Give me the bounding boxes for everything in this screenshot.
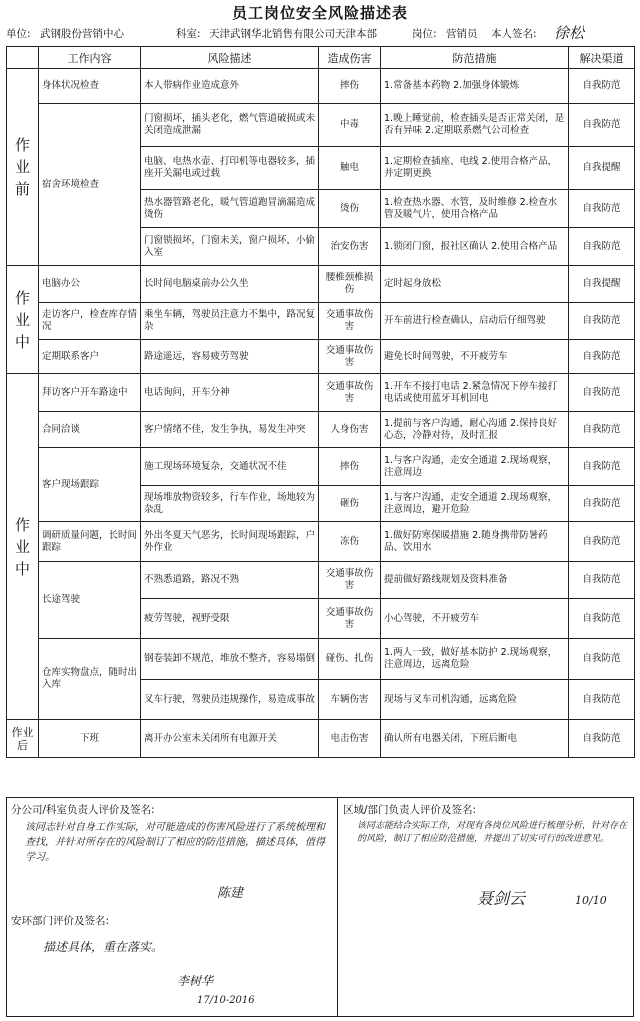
employee-signature: 徐松 [554, 24, 585, 42]
task-cell: 调研质量问题，长时间跟踪 [39, 522, 141, 562]
table-row [7, 639, 635, 680]
task-cell: 走访客户，检查库存情况 [39, 303, 141, 340]
stage-cell: 作业中 [7, 374, 39, 720]
channel-cell: 自我防范 [569, 486, 635, 522]
table-row [7, 303, 635, 340]
channel-cell: 自我提醒 [569, 147, 635, 190]
table-row [7, 522, 635, 562]
measure-cell: 确认所有电器关闭，下班后断电 [381, 720, 569, 758]
harm-cell: 人身伤害 [319, 412, 381, 448]
table-row [7, 720, 635, 758]
table-row [7, 448, 635, 486]
safety-eval-comment: 描述具体，重在落实。 [43, 940, 164, 954]
section-divider [337, 798, 338, 1016]
channel-cell: 自我防范 [569, 303, 635, 340]
harm-cell: 交通事故伤害 [319, 599, 381, 639]
measure-cell: 小心驾驶，不开疲劳车 [381, 599, 569, 639]
measure-cell: 1.晚上睡觉前，检查插头是否正常关闭，是否有异味 2.定期联系燃气公司检查 [381, 104, 569, 147]
risk-table [6, 46, 635, 758]
channel-cell: 自我防范 [569, 599, 635, 639]
risk-cell: 电话询问，开车分神 [141, 374, 319, 412]
measure-cell: 1.两人一致，做好基本防护 2.现场观察，注意周边，远离危险 [381, 639, 569, 680]
channel-cell: 自我防范 [569, 720, 635, 758]
measure-cell: 定时起身放松 [381, 266, 569, 303]
task-cell: 长途驾驶 [39, 562, 141, 639]
evaluation-section [6, 797, 634, 1017]
table-row [7, 412, 635, 448]
task-cell: 定期联系客户 [39, 340, 141, 374]
harm-cell: 交通事故伤害 [319, 340, 381, 374]
measure-cell: 开车前进行检查确认，启动后仔细驾驶 [381, 303, 569, 340]
column-header: 防范措施 [381, 47, 569, 69]
risk-cell: 不熟悉道路，路况不熟 [141, 562, 319, 599]
branch-eval-comment: 该同志针对自身工作实际，对可能造成的伤害风险进行了系统梳理和查找，并针对所存在的风险制订了相应的防范措施，描述具体，值得学习。 [25, 822, 325, 863]
measure-cell: 1.与客户沟通，走安全通道 2.现场观察，注意周边，避开危险 [381, 486, 569, 522]
channel-cell: 自我防范 [569, 412, 635, 448]
task-cell: 电脑办公 [39, 266, 141, 303]
measure-cell: 1.常备基本药物 2.加强身体锻炼 [381, 69, 569, 104]
branch-signature: 陈建 [217, 886, 244, 901]
region-eval-comment: 该同志能结合实际工作，对现有各岗位风险进行梳理分析，针对存在的风险，制订了相应防范措施，并提出了切实可行的改进意见。 [357, 821, 628, 844]
risk-cell: 本人带病作业造成意外 [141, 69, 319, 104]
header-line [6, 24, 634, 44]
risk-cell: 门窗损坏，插头老化，燃气管道破损或未关闭造成泄漏 [141, 104, 319, 147]
unit-label: 单位: [6, 28, 31, 40]
risk-cell: 门窗锁损坏，门窗未关，窗户损坏，小偷入室 [141, 228, 319, 266]
harm-cell: 碰伤、扎伤 [319, 639, 381, 680]
dept-value: 天津武钢华北销售有限公司天津本部 [209, 28, 377, 40]
stage-header [7, 47, 39, 69]
channel-cell: 自我防范 [569, 190, 635, 228]
harm-cell: 烫伤 [319, 190, 381, 228]
table-row [7, 562, 635, 599]
safety-date: 17/10-2016 [197, 995, 255, 1006]
task-cell: 客户现场跟踪 [39, 448, 141, 522]
risk-cell: 施工现场环境复杂，交通状况不佳 [141, 448, 319, 486]
risk-cell: 疲劳驾驶，视野受限 [141, 599, 319, 639]
risk-cell: 外出冬夏天气恶劣，长时间现场跟踪，户外作业 [141, 522, 319, 562]
channel-cell: 自我防范 [569, 680, 635, 720]
harm-cell: 车辆伤害 [319, 680, 381, 720]
harm-cell: 中毒 [319, 104, 381, 147]
task-cell: 拜访客户开车路途中 [39, 374, 141, 412]
risk-cell: 路途遥远，容易疲劳驾驶 [141, 340, 319, 374]
measure-cell: 1.与客户沟通，走安全通道 2.现场观察，注意周边 [381, 448, 569, 486]
task-cell: 下班 [39, 720, 141, 758]
harm-cell: 交通事故伤害 [319, 303, 381, 340]
channel-cell: 自我防范 [569, 69, 635, 104]
table-row [7, 104, 635, 147]
post-label: 岗位: [412, 28, 437, 40]
channel-cell: 自我防范 [569, 104, 635, 147]
harm-cell: 冻伤 [319, 522, 381, 562]
harm-cell: 腰椎颈椎损伤 [319, 266, 381, 303]
channel-cell: 自我防范 [569, 522, 635, 562]
channel-cell: 自我防范 [569, 562, 635, 599]
column-header: 造成伤害 [319, 47, 381, 69]
measure-cell: 1.开车不接打电话 2.紧急情况下停车接打电话或使用蓝牙耳机回电 [381, 374, 569, 412]
measure-cell: 1.做好防寒保暖措施 2.随身携带防暑药品、饮用水 [381, 522, 569, 562]
channel-cell: 自我防范 [569, 340, 635, 374]
harm-cell: 交通事故伤害 [319, 374, 381, 412]
table-row [7, 69, 635, 104]
sign-label: 本人签名: [491, 28, 537, 40]
measure-cell: 现场与叉车司机沟通，远离危险 [381, 680, 569, 720]
table-row [7, 340, 635, 374]
risk-cell: 客户情绪不佳，发生争执，易发生冲突 [141, 412, 319, 448]
risk-cell: 现场堆放物资较多，行车作业，场地较为杂乱 [141, 486, 319, 522]
column-header: 风险描述 [141, 47, 319, 69]
measure-cell: 1.锁闭门窗，报社区确认 2.使用合格产品 [381, 228, 569, 266]
branch-eval-label: 分公司/科室负责人评价及签名: [11, 804, 155, 816]
harm-cell: 治安伤害 [319, 228, 381, 266]
measure-cell: 1.检查热水器、水管，及时维修 2.检查水管及暖气片，使用合格产品 [381, 190, 569, 228]
column-header: 工作内容 [39, 47, 141, 69]
task-cell: 仓库实物盘点，随时出入库 [39, 639, 141, 720]
measure-cell: 避免长时间驾驶，不开疲劳车 [381, 340, 569, 374]
form-title: 员工岗位安全风险描述表 [231, 4, 408, 22]
region-date: 10/10 [575, 894, 607, 907]
region-signature: 聂剑云 [477, 889, 526, 908]
risk-cell: 乘坐车辆，驾驶员注意力不集中，路况复杂 [141, 303, 319, 340]
risk-cell: 电脑、电热水壶、打印机等电器较多，插座开关漏电或过载 [141, 147, 319, 190]
harm-cell: 电击伤害 [319, 720, 381, 758]
risk-cell: 热水器管路老化，暖气管道跑冒滴漏造成烫伤 [141, 190, 319, 228]
column-header: 解决渠道 [569, 47, 635, 69]
task-cell: 合同洽谈 [39, 412, 141, 448]
safety-eval-label: 安环部门评价及签名: [11, 915, 110, 927]
table-row [7, 266, 635, 303]
risk-cell: 钢卷装卸不规范，堆放不整齐，容易塌倒 [141, 639, 319, 680]
risk-cell: 长时间电脑桌前办公久坐 [141, 266, 319, 303]
table-header-row [7, 47, 635, 69]
measure-cell: 提前做好路线规划及资料准备 [381, 562, 569, 599]
harm-cell: 交通事故伤害 [319, 562, 381, 599]
risk-cell: 叉车行驶，驾驶员违规操作，易造成事故 [141, 680, 319, 720]
channel-cell: 自我防范 [569, 639, 635, 680]
harm-cell: 摔伤 [319, 69, 381, 104]
dept-label: 科室: [176, 28, 201, 40]
risk-cell: 离开办公室未关闭所有电源开关 [141, 720, 319, 758]
harm-cell: 砸伤 [319, 486, 381, 522]
measure-cell: 1.提前与客户沟通，耐心沟通 2.保持良好心态，冷静对待，及时汇报 [381, 412, 569, 448]
stage-cell: 作业前 [7, 69, 39, 266]
channel-cell: 自我防范 [569, 448, 635, 486]
task-cell: 宿舍环境检查 [39, 104, 141, 266]
post-value: 营销员 [446, 28, 478, 40]
harm-cell: 触电 [319, 147, 381, 190]
measure-cell: 1.定期检查插座、电线 2.使用合格产品，并定期更换 [381, 147, 569, 190]
stage-cell: 作业中 [7, 266, 39, 374]
harm-cell: 摔伤 [319, 448, 381, 486]
stage-cell: 作业后 [7, 720, 39, 758]
channel-cell: 自我提醒 [569, 266, 635, 303]
safety-signature: 李树华 [177, 974, 214, 988]
region-eval-label: 区域/部门负责人评价及签名: [343, 804, 477, 816]
table-row [7, 374, 635, 412]
task-cell: 身体状况检查 [39, 69, 141, 104]
unit-value: 武钢股份营销中心 [40, 28, 124, 40]
channel-cell: 自我防范 [569, 374, 635, 412]
channel-cell: 自我防范 [569, 228, 635, 266]
